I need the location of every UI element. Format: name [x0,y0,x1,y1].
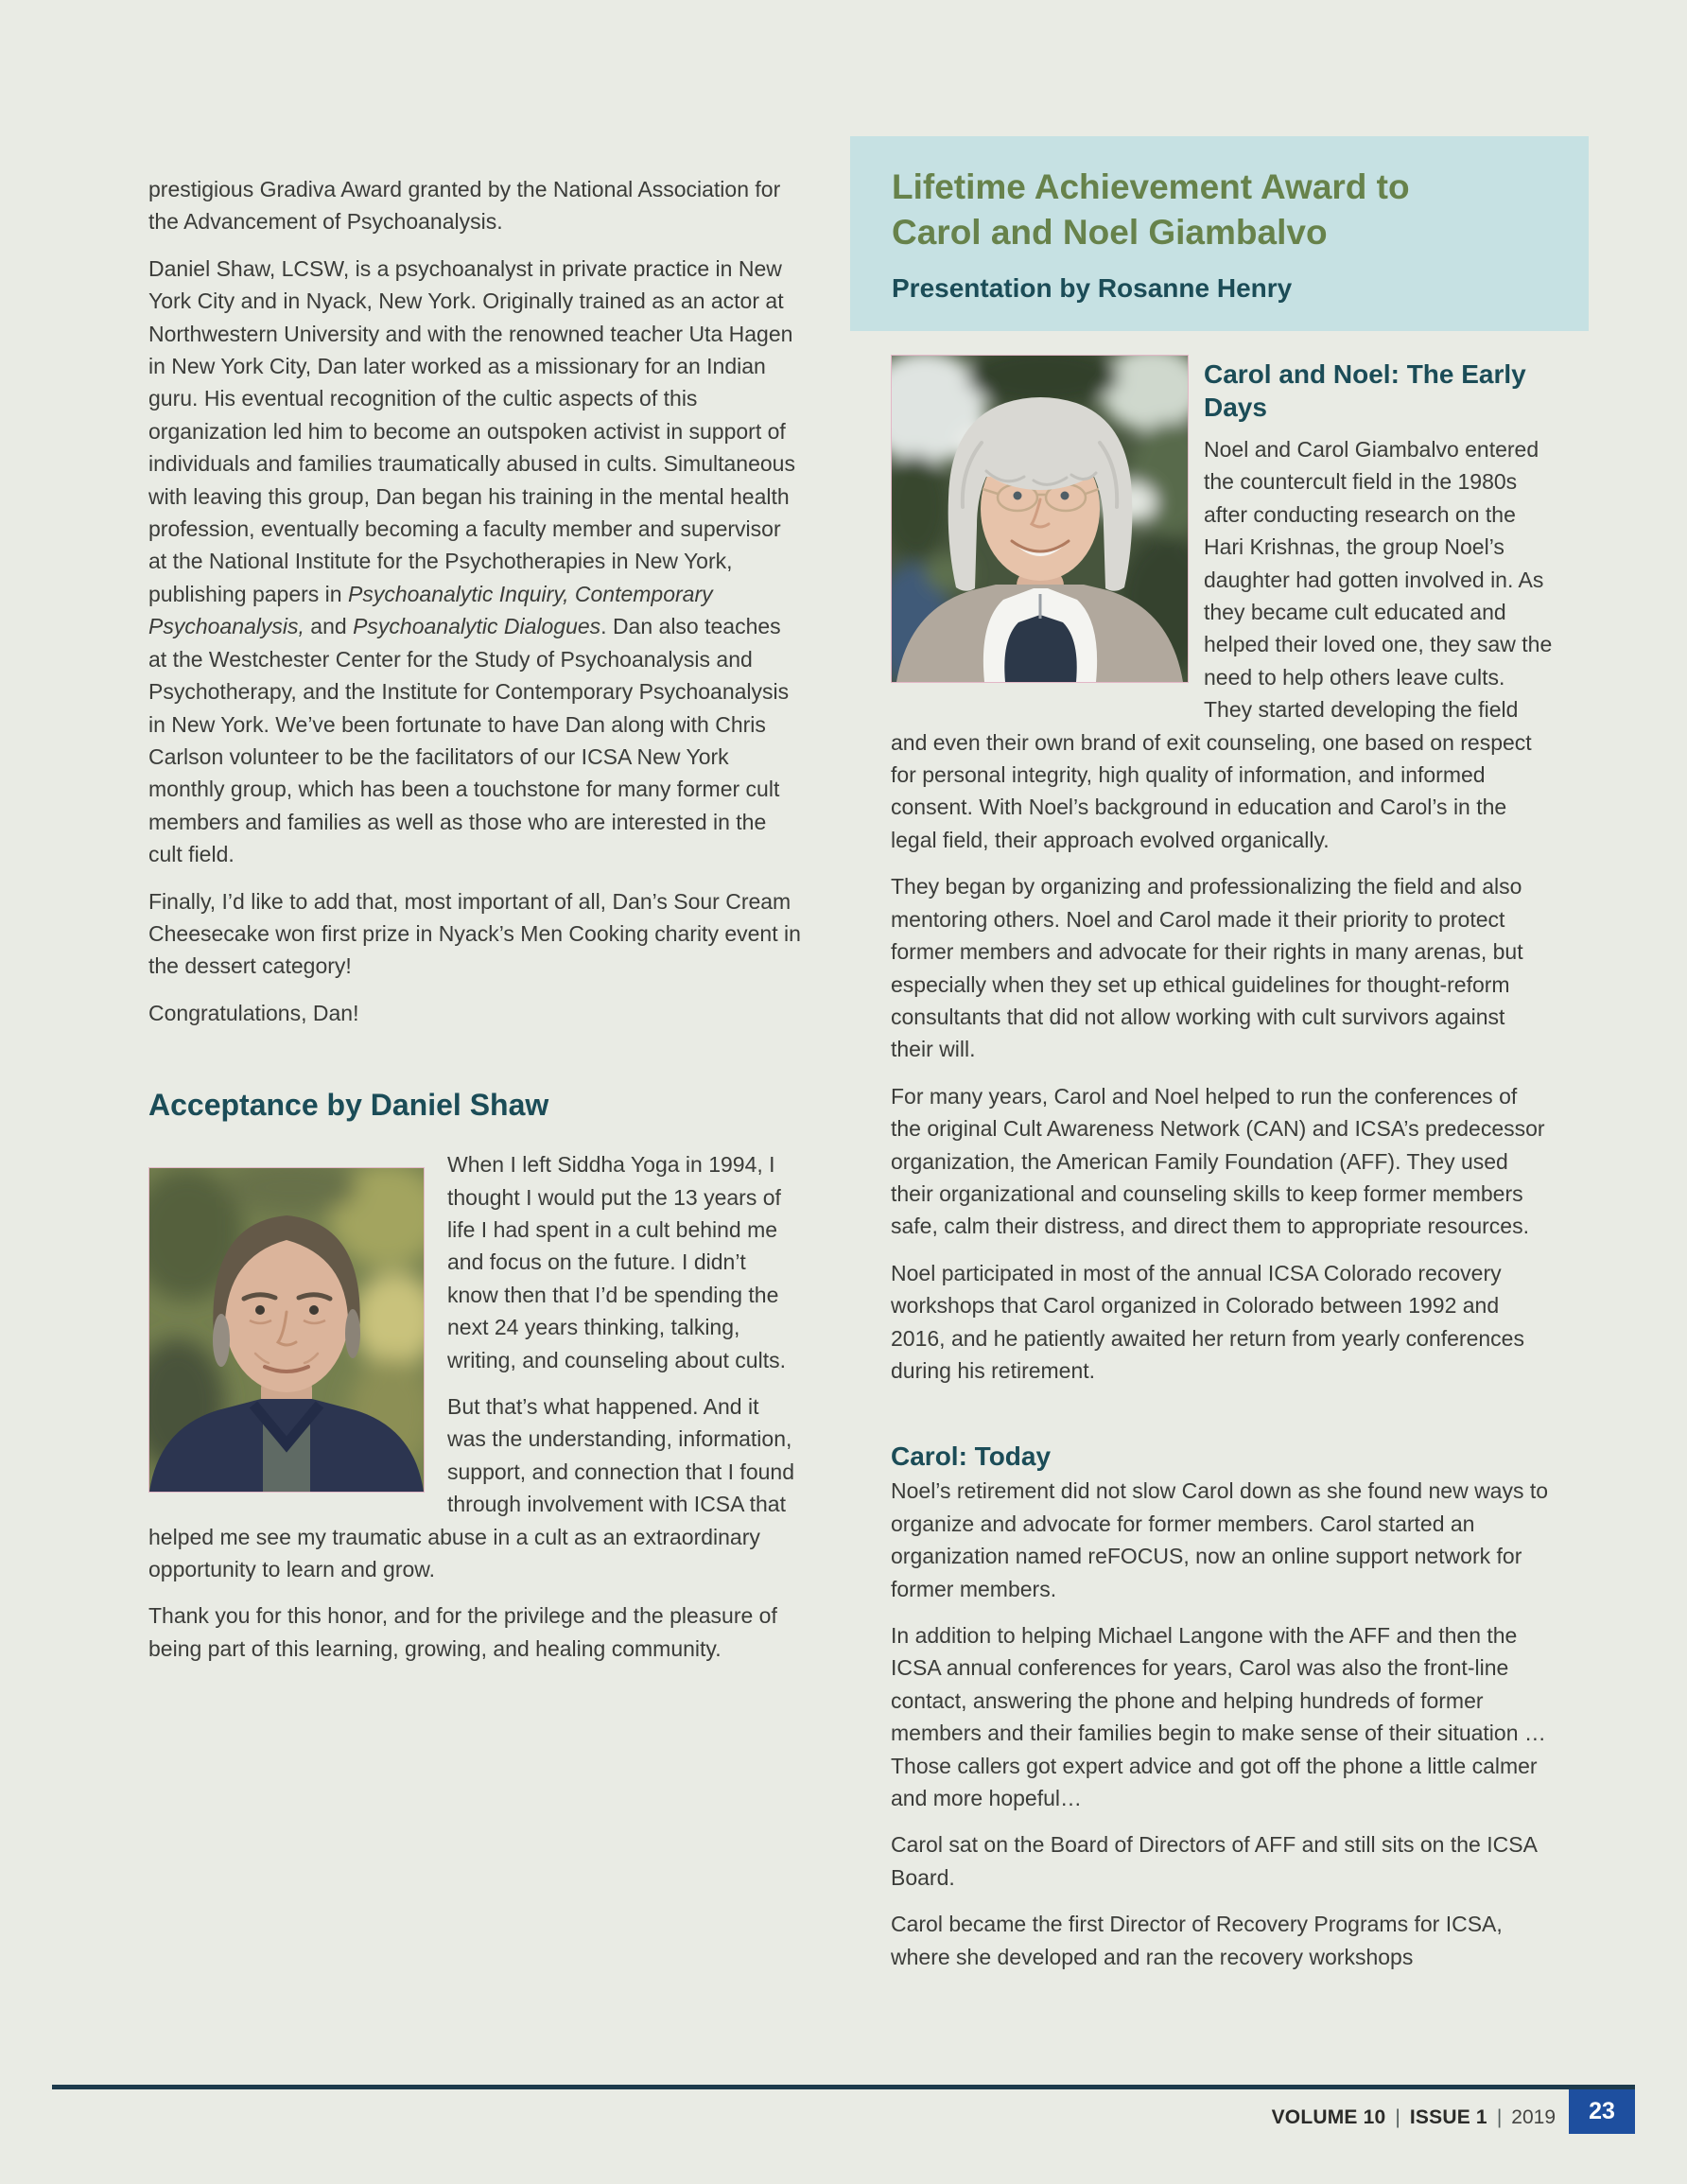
footer-issue: ISSUE 1 [1409,2106,1487,2128]
paragraph: When I left Siddha Yoga in 1994, I thought I would put the 13 years of life I had spent in a cult behind me and focus on the future. I didn’t know then that I’d be spending the next 24 years thinking, talking, writing, and counseling about cults. [447,1152,786,1372]
paragraph: But that’s what happened. And it was the understanding, information, support, and connection that I found through involvement with ICSA that helped me see my traumatic abuse in a cult as an extraordinary opportunity to learn and grow. [148,1394,794,1582]
paragraph: Noel and Carol Giambalvo entered the countercult field in the 1980s after conducting research on the Hari Krishnas, the group Noel’s daughter had gotten involved in. As they became cult educated and helped their loved one, they saw the need to help others leave cults. They started developing the field and even their own brand of exit counseling, one based on respect for personal integrity, high quality of information, and informed consent. With Noel’s background in education and Carol’s in the legal field, their approach evolved organically. [891,437,1553,852]
footer-citation [1272,2106,1556,2129]
footer-rule [52,2085,1635,2089]
page-number-badge: 23 [1569,2089,1635,2134]
footer-year: 2019 [1511,2106,1556,2128]
paragraph: Finally, I’d like to add that, most important of all, Dan’s Sour Cream Cheesecake won first prize in Nyack’s Men Cooking charity event in the dessert category! [148,888,801,979]
early-days-heading: Carol and Noel: The Early Days [1204,359,1526,422]
daniel-shaw-photo [148,1167,425,1493]
award-title: Lifetime Achievement Award to Carol and Noel Giambalvo [892,167,1410,252]
paragraph: Thank you for this honor, and for the privilege and the pleasure of being part of this learning, growing, and healing community. [148,1603,777,1661]
acceptance-section [148,1148,801,1679]
footer-separator: | [1496,2106,1503,2128]
award-header-box [850,136,1589,331]
right-column [891,355,1553,1987]
footer-separator: | [1395,2106,1400,2128]
paragraph: In addition to helping Michael Langone with the AFF and then the ICSA annual conferences for years, Carol was also the front-line contact, answering the phone and helping hundreds of former members and their families begin to make sense of their situation …Those callers got expert advice and got off the phone a little calmer and more hopeful… [891,1623,1546,1811]
paragraph: Carol sat on the Board of Directors of AFF and still sits on the ICSA Board. [891,1832,1537,1890]
left-column [148,173,801,1679]
carol-giambalvo-photo [891,355,1189,683]
paragraph: prestigious Gradiva Award granted by the National Association for the Advancement of Psychoanalysis. [148,177,781,235]
footer-volume: VOLUME 10 [1271,2106,1386,2128]
paragraph: Congratulations, Dan! [148,1000,359,1025]
paragraph: Noel’s retirement did not slow Carol down as she found new ways to organize and advocate for former members. Carol started an organization named reFOCUS, now an online support network for former members. [891,1478,1549,1601]
paragraph: They began by organizing and professionalizing the field and also mentoring others. Noel and Carol made it their priority to protect former members and advocate for their rights in many arenas, but especially when they set up ethical guidelines for thought-reform consultants that did not allow working with cult survivors against their will. [891,874,1523,1062]
award-subtitle: Presentation by Rosanne Henry [892,273,1293,303]
carol-today-heading: Carol: Today [891,1441,1052,1472]
acceptance-heading: Acceptance by Daniel Shaw [148,1088,549,1123]
paragraph: Daniel Shaw, LCSW, is a psychoanalyst in private practice in New York City and in Nyack, New York. Originally trained as an actor at Northwestern University and with the renowned teacher Uta Hagen in New York City, Dan later worked as a missionary for an Indian guru. His eventual recognition of the cultic aspects of this organization led him to become an outspoken activist in support of individuals and families traumatically abused in cults. Simultaneous with leaving this group, Dan began his training in the mental health profession, eventually becoming a faculty member and supervisor at the National Institute for the Psychotherapies in New York, publishing papers in Psychoanalytic Inquiry, Contemporary Psychoanalysis, and Psychoanalytic Dialogues. Dan also teaches at the Westchester Center for the Study of Psychoanalysis and Psychotherapy, and the Institute for Contemporary Psychoanalysis in New York. We’ve been fortunate to have Dan along with Chris Carlson volunteer to be the facilitators of our ICSA New York monthly group, which has been a touchstone for many former cult members and families as well as those who are interested in the cult field. [148,255,795,867]
paragraph: For many years, Carol and Noel helped to run the conferences of the original Cult Awareness Network (CAN) and ICSA’s predecessor organization, the American Family Foundation (AFF). They used their organizational and counseling skills to keep former members safe, calm their distress, and direct them to appropriate resources. [891,1083,1545,1239]
paragraph: Carol became the first Director of Recovery Programs for ICSA, where she developed and ran the recovery workshops [891,1912,1503,1969]
paragraph: Noel participated in most of the annual ICSA Colorado recovery workshops that Carol organized in Colorado between 1992 and 2016, and he patiently awaited her return from yearly conferences during his retirement. [891,1260,1524,1383]
